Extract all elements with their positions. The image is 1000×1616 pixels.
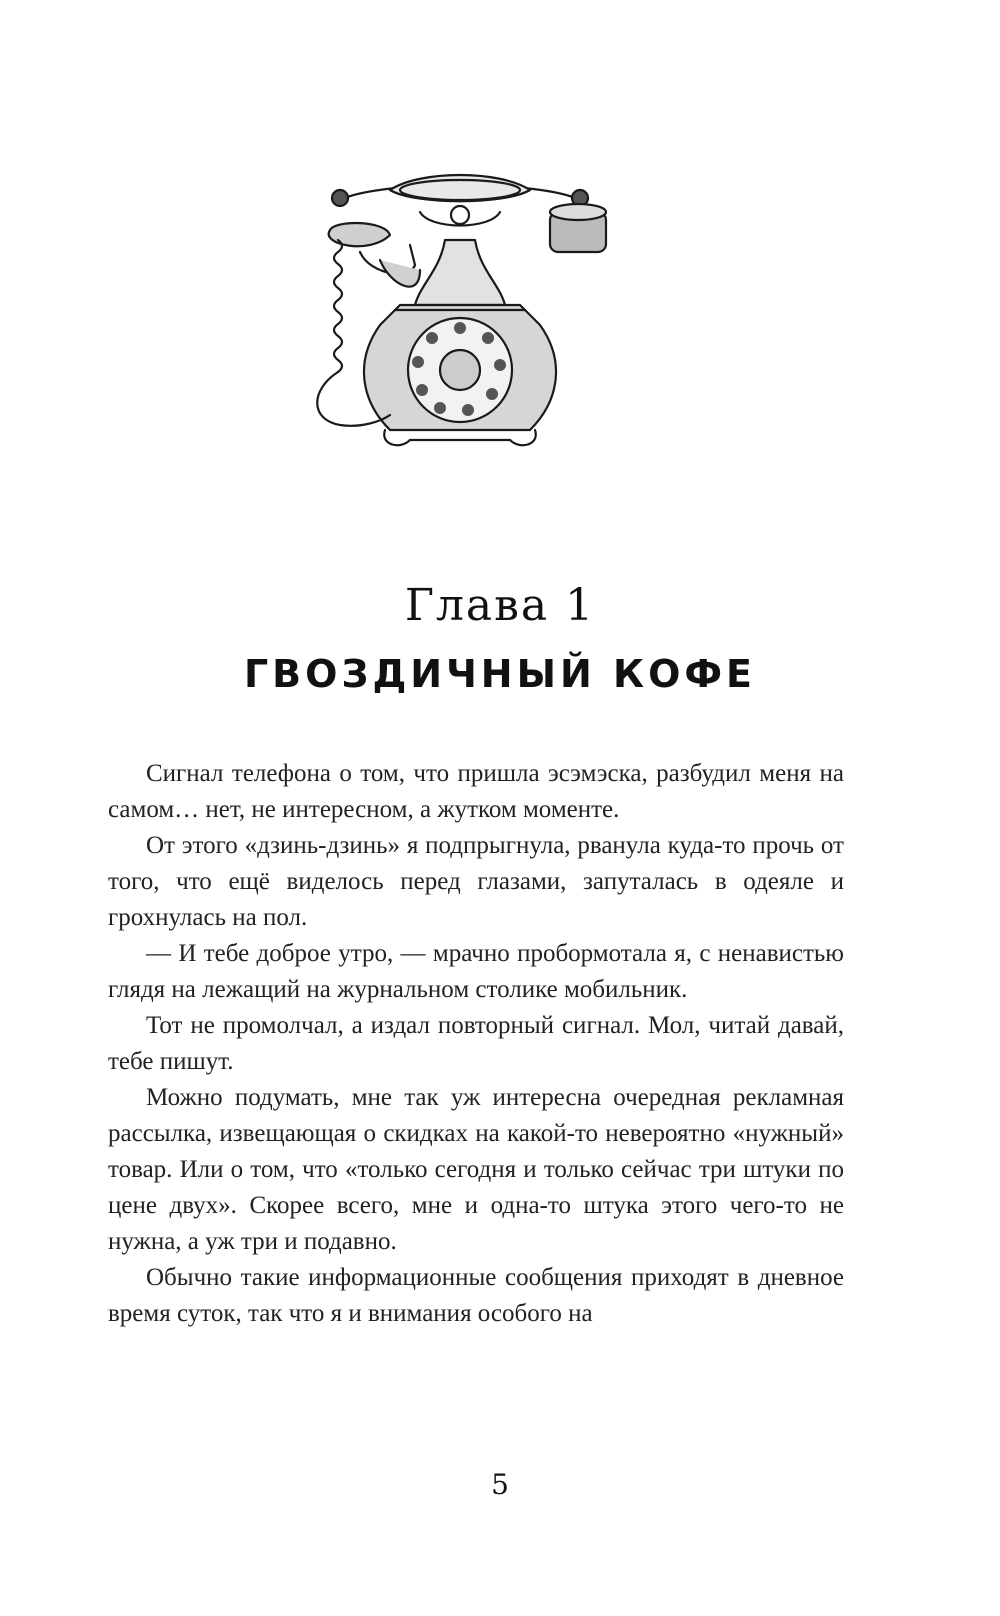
chapter-body: [108, 756, 844, 1332]
paragraph: От этого «дзинь-дзинь» я подпрыгнула, рванула куда-то прочь от того, что ещё виделось перед глазами, запуталась в одеяле и грохнулась на пол.: [108, 832, 844, 931]
telephone-illustration: [300, 160, 620, 460]
page-number: 5: [491, 1468, 509, 1501]
paragraph: — И тебе доброе утро, — мрачно пробормотала я, с ненавистью глядя на лежащий на журнальном столике мобильник.: [108, 940, 844, 1003]
paragraph: Можно подумать, мне так уж интересна очередная рекламная рассылка, извещающая о скидках на какой-то невероятно «нужный» товар. Или о том, что «только сегодня и только сейчас три штуки по цене двух». Скорее всего, мне и одна-то штука этого чего-то не нужна, а уж три и подавно.: [108, 1084, 844, 1255]
chapter-number: Глава 1: [404, 580, 596, 631]
paragraph: Тот не промолчал, а издал повторный сигнал. Мол, читай давай, тебе пишут.: [108, 1012, 844, 1075]
chapter-title: ГВОЗДИЧНЫЙ КОФЕ: [243, 652, 757, 696]
paragraph: Обычно такие информационные сообщения приходят в дневное время суток, так что я и внимания особого на: [108, 1264, 844, 1327]
paragraph: Сигнал телефона о том, что пришла эсэмэска, разбудил меня на самом… нет, не интересном, а жутком моменте.: [108, 760, 844, 823]
